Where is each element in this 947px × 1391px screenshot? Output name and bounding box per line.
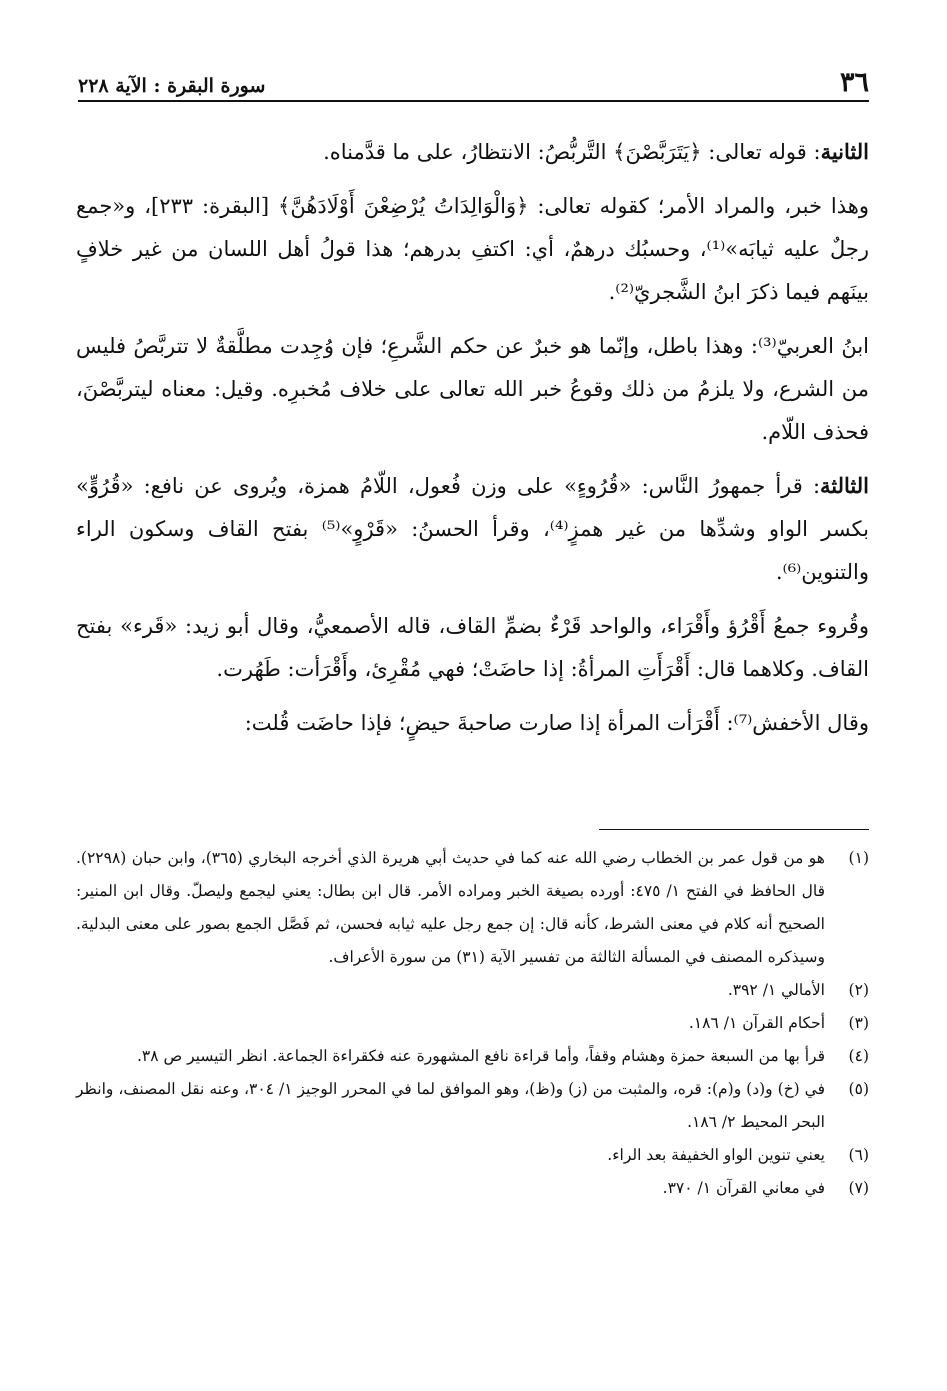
footnote-number: (٤) <box>848 1047 869 1065</box>
footnote-number: (٣) <box>848 1014 869 1032</box>
footnote <box>76 1139 869 1172</box>
paragraph-text: : قوله تعالى: ﴿يَتَرَبَّصْنَ﴾ التَّربُّصُ: الانتظارُ، على ما قدَّمناه. <box>323 140 821 164</box>
footnotes <box>76 842 869 1205</box>
footnote-number: (٧) <box>848 1179 869 1197</box>
footnote-number: (١) <box>848 849 869 867</box>
page-header <box>78 58 869 102</box>
issue-heading: الثالثة <box>820 473 869 498</box>
paragraph-text: وهذا خبر، والمراد الأمر؛ كقوله تعالى: ﴿وَالْوَالِدَاتُ يُرْضِعْنَ أَوْلَادَهُنَّ﴾ [البقرة: ٢٣٣]، و«جمع رجلٌ عليه ثيابَه»⁽¹⁾، وحسبُك درهمٌ، أي: اكتفِ بدرهم؛ هذا قولُ أهل اللسان من غير خلافٍ بينَهم فيما ذكرَ ابنُ الشَّجريّ⁽²⁾. <box>76 194 869 304</box>
paragraph-text: وقُروء جمعُ أَقْرُؤ وأَقْرَاء، والواحد قَرْءٌ بضمِّ القاف، قاله الأصمعيُّ، وقال أبو زيد: «قَرء» بفتح القاف. وكلاهما قال: أَقْرَأَتِ المرأةُ: إذا حاضَتْ؛ فهي مُقْرِئ، وأَقْرَأت: طَهُرت. <box>76 614 869 681</box>
paragraph <box>76 604 869 691</box>
footnote-text: الأمالي ١/ ٣٩٢. <box>727 981 825 999</box>
footnote <box>76 1073 869 1139</box>
main-text <box>76 130 869 755</box>
footnote-number: (٢) <box>848 981 869 999</box>
paragraph <box>76 701 869 745</box>
footnote-separator <box>599 829 869 830</box>
issue-heading: الثانية <box>820 139 869 164</box>
footnote <box>76 1007 869 1040</box>
paragraph <box>76 464 869 594</box>
footnote-text: في معاني القرآن ١/ ٣٧٠. <box>662 1179 825 1197</box>
paragraph-text: : قرأ جمهورُ النَّاس: «قُرُوءٍ» على وزن فُعول، اللّامُ همزة، ويُروى عن نافع: «قُرُوٍّ» بكسر الواو وشدِّها من غير همزٍ⁽⁴⁾، وقرأ الحسنُ: «قَرْوٍ»⁽⁵⁾ بفتح القاف وسكون الراء والتنوين⁽⁶⁾. <box>76 474 869 584</box>
paragraph <box>76 130 869 174</box>
paragraph-text: ابنُ العربيّ⁽³⁾: وهذا باطل، وإنّما هو خبرٌ عن حكم الشَّرعِ؛ فإن وُجِدت مطلَّقةٌ لا تتربَّصُ فليس من الشرع، ولا يلزمُ من ذلك وقوعُ خبر الله تعالى على خلاف مُخبرِه. وقيل: معناه ليتربَّصْنَ، فحذف اللّام. <box>76 334 870 444</box>
running-title: سورة البقرة : الآية ٢٢٨ <box>78 75 266 97</box>
footnote <box>76 1040 869 1073</box>
footnote <box>76 974 869 1007</box>
footnote-number: (٦) <box>848 1146 869 1164</box>
footnote-number: (٥) <box>848 1080 869 1098</box>
footnote <box>76 1172 869 1205</box>
footnote-text: قرأ بها من السبعة حمزة وهشام وقفاً، وأما قراءة نافع المشهورة عنه فكقراءة الجماعة. انظر التيسير ص ٣٨. <box>136 1047 825 1065</box>
footnote-text: هو من قول عمر بن الخطاب رضي الله عنه كما في حديث أبي هريرة الذي أخرجه البخاري (٣٦٥)، وابن حبان (٢٢٩٨). قال الحافظ في الفتح ١/ ٤٧٥: أورده بصيغة الخبر ومراده الأمر. قال ابن بطال: يعني ليجمع وليصلّ. وقال ابن المنير: الصحيح أنه كلام في معنى الشرط، كأنه قال: إن جمع رجل عليه ثيابه فحسن، ثم فَصَّل الجمع بصور على معنى البدلية. وسيذكره المصنف في المسألة الثالثة من تفسير الآية (٣١) من سورة الأعراف. <box>76 849 825 966</box>
footnote-text: أحكام القرآن ١/ ١٨٦. <box>688 1014 825 1032</box>
footnote-text: يعني تنوين الواو الخفيفة بعد الراء. <box>607 1146 825 1164</box>
paragraph-text: وقال الأخفش⁽⁷⁾: أَقْرَأت المرأة إذا صارت صاحبةَ حيضٍ؛ فإذا حاضَت قُلت: <box>244 711 869 735</box>
page-number: ٣٦ <box>839 67 869 98</box>
paragraph <box>76 184 869 314</box>
footnote-text: في (خ) و(د) و(م): قره، والمثبت من (ز) و(ظ)، وهو الموافق لما في المحرر الوجيز ١/ ٣٠٤، وعنه نقل المصنف، وانظر البحر المحيط ٢/ ١٨٦. <box>76 1080 825 1131</box>
paragraph <box>76 324 869 454</box>
footnote <box>76 842 869 974</box>
